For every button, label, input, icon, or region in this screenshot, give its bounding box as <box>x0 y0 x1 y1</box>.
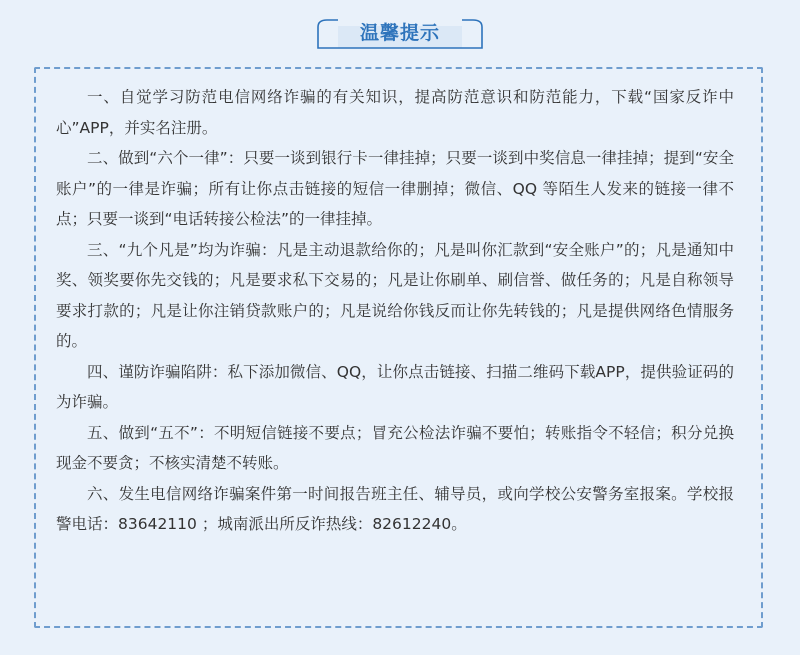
notice-paragraph-6: 六、发生电信网络诈骗案件第一时间报告班主任、辅导员，或向学校公安警务室报案。学校报警电话：83642110 ；城南派出所反诈热线：82612240。 <box>56 484 734 533</box>
notice-paragraph-2: 二、做到“六个一律”：只要一谈到银行卡一律挂掉；只要一谈到中奖信息一律挂掉；提到“安全账户”的一律是诈骗；所有让你点击链接的短信一律删掉；微信、QQ 等陌生人发来的链接一律不点；只要一谈到“电话转接公检法”的一律挂掉。 <box>56 149 734 228</box>
notice-paragraph-3: 三、“九个凡是”均为诈骗：凡是主动退款给你的；凡是叫你汇款到“安全账户”的；凡是通知中奖、领奖要你先交钱的；凡是要求私下交易的；凡是让你刷单、刷信誉、做任务的；凡是自称领导要求打款的；凡是让你注销贷款账户的；凡是说给你钱反而让你先转钱的；凡是提供网络色情服务的。 <box>56 240 734 350</box>
page-title: 温馨提示 <box>359 22 440 44</box>
notice-paragraph-4: 四、谨防诈骗陷阱：私下添加微信、QQ，让你点击链接、扫描二维码下载APP，提供验证码的为诈骗。 <box>56 362 734 411</box>
title-badge <box>316 15 484 53</box>
notice-paragraph-5: 五、做到“五不”：不明短信链接不要点；冒充公检法诈骗不要怕；转账指令不轻信；积分兑换现金不要贪；不核实清楚不转账。 <box>56 423 734 472</box>
notice-box <box>34 67 763 628</box>
notice-paragraph-1: 一、自觉学习防范电信网络诈骗的有关知识，提高防范意识和防范能力，下载“国家反诈中心”APP，并实名注册。 <box>56 88 734 137</box>
